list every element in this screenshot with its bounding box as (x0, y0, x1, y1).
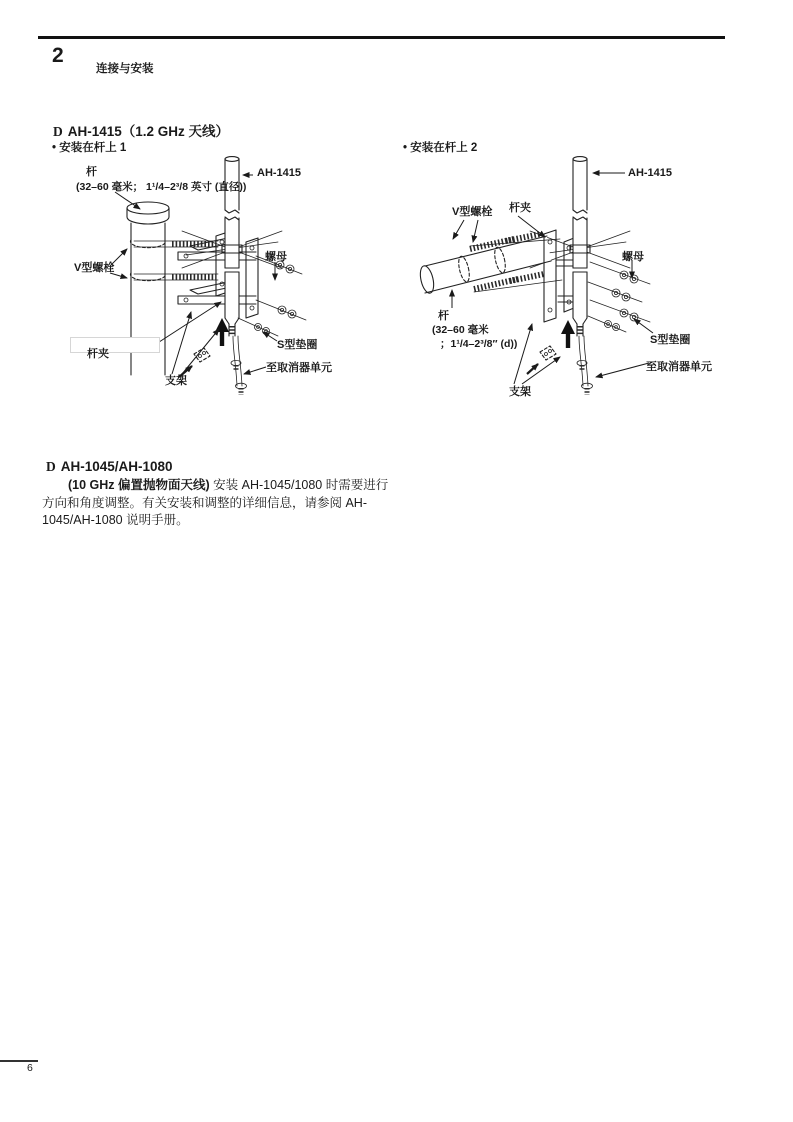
up-arrow-icon (561, 320, 575, 348)
pole-art (418, 234, 562, 294)
clamp-art (544, 230, 574, 322)
pole-dims-line2: ；1¹/4–2³/8″ (d)) (440, 338, 518, 350)
page-number: 6 (27, 1062, 33, 1074)
chapter-number: 2 (52, 44, 65, 67)
section-heading-ah1045 (46, 459, 173, 475)
s-washer-label: S型垫圈 (277, 339, 318, 351)
paragraph-bold-lead: (10 GHz 偏置抛物面天线) (68, 478, 210, 492)
pole-clamp-label-box (70, 337, 160, 353)
cable-art (527, 336, 593, 395)
to-canceller-label: 至取消器单元 (266, 362, 332, 374)
section-title: AH-1415（1.2 GHz 天线） (67, 124, 230, 139)
bracket-label: 支架 (509, 386, 531, 398)
section-heading-ah1415 (53, 120, 229, 140)
paragraph-line-1-rest: 安装 AH-1045/1080 时需要进行 (209, 478, 389, 492)
antenna-label: AH-1415 (628, 167, 673, 179)
chapter-title: 连接与安装 (96, 63, 154, 75)
diagram-mount1 (70, 150, 380, 405)
pole-clamp-label: 杆夹 (87, 348, 109, 360)
paragraph-line-2: 方向和角度调整。有关安装和调整的详细信息，请参阅 AH- (42, 495, 368, 510)
paragraph-line-1 (42, 477, 422, 495)
pole-label: 杆 (86, 166, 97, 178)
nut-label: 螺母 (265, 251, 287, 263)
pole-label: 杆 (438, 310, 449, 322)
pole-dims-label: (32–60 毫米； 1¹/4–2³/8 英寸 (直径)) (76, 181, 247, 193)
v-bolt-label: V型螺栓 (452, 206, 493, 218)
section-marker: D (46, 459, 56, 474)
mast-art (570, 157, 590, 336)
section-marker: D (53, 124, 63, 139)
s-washer-label: S型垫圈 (650, 334, 691, 346)
pole-clamp-label: 杆夹 (509, 202, 531, 214)
diagram-mount2 (410, 150, 760, 405)
paragraph-line-3: 1045/AH-1080 说明手册。 (42, 513, 189, 527)
section-title: AH-1045/AH-1080 (60, 459, 173, 474)
v-bolt-label: V型螺栓 (74, 262, 115, 274)
header-rule (38, 36, 725, 39)
ah1045-paragraph (42, 477, 422, 530)
hardware-art (588, 262, 650, 332)
subheading-mount2: • 安装在杆上 2 (403, 142, 478, 154)
to-canceller-label: 至取消器单元 (646, 361, 712, 373)
nut-label: 螺母 (622, 251, 644, 263)
pole-dims-line1: (32–60 毫米 (432, 324, 489, 336)
subheading-mount1: • 安装在杆上 1 (52, 142, 127, 154)
antenna-label: AH-1415 (257, 167, 302, 179)
bracket-label: 支架 (165, 375, 187, 387)
